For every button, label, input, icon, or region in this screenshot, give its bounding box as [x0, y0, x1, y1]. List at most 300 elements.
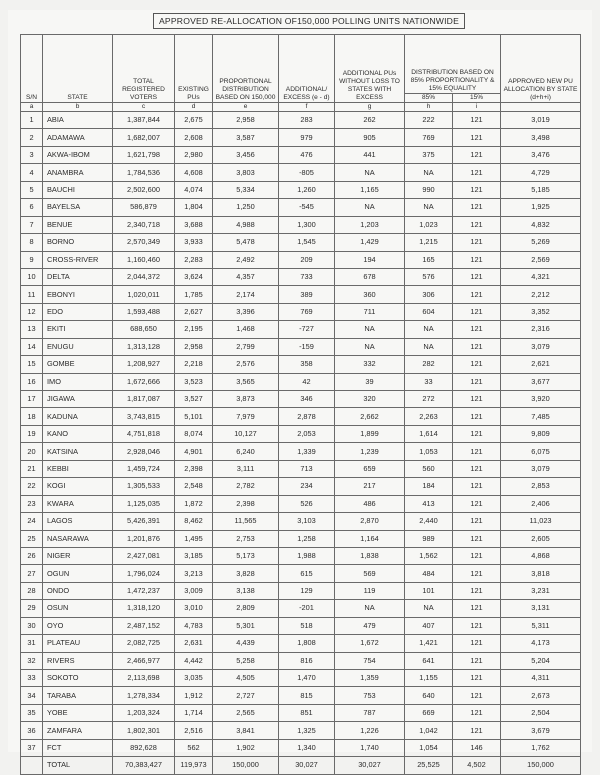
table-cell: 121: [453, 704, 501, 721]
table-cell: 3,079: [501, 338, 581, 355]
table-cell: 851: [279, 704, 335, 721]
table-cell: 121: [453, 478, 501, 495]
table-cell: 6,075: [501, 443, 581, 460]
table-cell: IMO: [43, 373, 113, 390]
table-cell: -159: [279, 338, 335, 355]
table-cell: 3,231: [501, 582, 581, 599]
table-cell: 31: [21, 635, 43, 652]
table-cell: 3,079: [501, 460, 581, 477]
table-cell: 3,138: [213, 582, 279, 599]
table-cell: DELTA: [43, 268, 113, 285]
table-cell: 3,131: [501, 600, 581, 617]
table-cell: 1,165: [335, 181, 405, 198]
table-cell: 753: [335, 687, 405, 704]
table-cell: 1,672: [335, 635, 405, 652]
table-cell: 3,841: [213, 722, 279, 739]
table-cell: 11,023: [501, 513, 581, 530]
table-cell: 4,751,818: [113, 425, 175, 442]
table-cell: 3,527: [175, 391, 213, 408]
table-cell: 2,053: [279, 425, 335, 442]
table-cell: 2,398: [175, 460, 213, 477]
table-row: [21, 112, 581, 129]
table-cell: 26: [21, 547, 43, 564]
table-row: [21, 530, 581, 547]
table-cell: 21: [21, 460, 43, 477]
table-cell: 769: [279, 303, 335, 320]
table-cell: 1,155: [405, 670, 453, 687]
table-cell: 2,675: [175, 112, 213, 129]
table-cell: 20: [21, 443, 43, 460]
table-cell: 669: [405, 704, 453, 721]
table-cell: 3,679: [501, 722, 581, 739]
table-cell: 1,042: [405, 722, 453, 739]
table-cell: 4,173: [501, 635, 581, 652]
table-cell: OSUN: [43, 600, 113, 617]
table-cell: 1,429: [335, 234, 405, 251]
table-cell: 5,185: [501, 181, 581, 198]
table-cell: 754: [335, 652, 405, 669]
table-cell: 1,470: [279, 670, 335, 687]
table-cell: 3,103: [279, 513, 335, 530]
document-title: APPROVED RE-ALLOCATION OF150,000 POLLING UNITS NATIONWIDE: [153, 13, 465, 29]
table-cell: 3,920: [501, 391, 581, 408]
table-row: [21, 547, 581, 564]
table-cell: 10: [21, 268, 43, 285]
table-cell: SOKOTO: [43, 670, 113, 687]
table-cell: 121: [453, 251, 501, 268]
table-cell: 5,101: [175, 408, 213, 425]
total-row: [21, 757, 581, 774]
table-cell: 19: [21, 425, 43, 442]
table-row: [21, 146, 581, 163]
table-row: [21, 164, 581, 181]
table-cell: 39: [335, 373, 405, 390]
table-cell: 2,569: [501, 251, 581, 268]
table-cell: 121: [453, 565, 501, 582]
table-cell: 1,203,324: [113, 704, 175, 721]
table-cell: 8,074: [175, 425, 213, 442]
table-cell: 2,082,725: [113, 635, 175, 652]
table-cell: LAGOS: [43, 513, 113, 530]
table-cell: 121: [453, 443, 501, 460]
table-cell: 2,283: [175, 251, 213, 268]
table-cell: 3,677: [501, 373, 581, 390]
table-cell: 3,185: [175, 547, 213, 564]
table-cell: KADUNA: [43, 408, 113, 425]
table-cell: 586,879: [113, 199, 175, 216]
table-cell: 1,912: [175, 687, 213, 704]
table-cell: ENUGU: [43, 338, 113, 355]
table-cell: 1,802,301: [113, 722, 175, 739]
table-cell: 33: [21, 670, 43, 687]
total-cell: 150,000: [213, 757, 279, 774]
table-row: [21, 635, 581, 652]
table-cell: 121: [453, 164, 501, 181]
table-cell: 2,576: [213, 356, 279, 373]
header-additional-excess: ADDITIONAL/ EXCESS (e - d): [279, 35, 335, 103]
table-cell: 306: [405, 286, 453, 303]
total-cell: 30,027: [279, 757, 335, 774]
table-cell: 6,240: [213, 443, 279, 460]
table-cell: 769: [405, 129, 453, 146]
table-cell: 484: [405, 565, 453, 582]
total-cell: 119,973: [175, 757, 213, 774]
table-cell: 121: [453, 303, 501, 320]
table-cell: 15: [21, 356, 43, 373]
table-cell: 2,958: [213, 112, 279, 129]
table-cell: 283: [279, 112, 335, 129]
table-cell: BENUE: [43, 216, 113, 233]
table-row: [21, 495, 581, 512]
table-cell: 1,459,724: [113, 460, 175, 477]
table-cell: 2,782: [213, 478, 279, 495]
table-cell: -545: [279, 199, 335, 216]
table-cell: 320: [335, 391, 405, 408]
table-cell: 2,212: [501, 286, 581, 303]
table-cell: 2,631: [175, 635, 213, 652]
header-proportional-distribution: PROPORTIONAL DISTRIBUTION BASED ON 150,000: [213, 35, 279, 103]
table-cell: 1,838: [335, 547, 405, 564]
table-cell: NA: [405, 199, 453, 216]
table-cell: 2,487,152: [113, 617, 175, 634]
table-cell: 1,784,536: [113, 164, 175, 181]
table-cell: 37: [21, 739, 43, 756]
table-cell: 209: [279, 251, 335, 268]
table-cell: 479: [335, 617, 405, 634]
letter-g: g: [335, 103, 405, 112]
table-row: [21, 356, 581, 373]
table-cell: 2,263: [405, 408, 453, 425]
table-cell: 1,305,533: [113, 478, 175, 495]
table-cell: 5: [21, 181, 43, 198]
table-cell: 2,570,349: [113, 234, 175, 251]
table-cell: 121: [453, 513, 501, 530]
table-cell: 905: [335, 129, 405, 146]
table-row: [21, 408, 581, 425]
table-row: [21, 460, 581, 477]
table-cell: KWARA: [43, 495, 113, 512]
table-cell: 2: [21, 129, 43, 146]
table-cell: 1,808: [279, 635, 335, 652]
table-cell: 5,258: [213, 652, 279, 669]
table-cell: 4,783: [175, 617, 213, 634]
header-existing-pus: EXISTING PUs: [175, 35, 213, 103]
table-cell: 3,456: [213, 146, 279, 163]
table-cell: 407: [405, 617, 453, 634]
table-cell: 121: [453, 112, 501, 129]
table-cell: 121: [453, 600, 501, 617]
table-cell: 4,439: [213, 635, 279, 652]
table-cell: 604: [405, 303, 453, 320]
table-cell: 3,019: [501, 112, 581, 129]
table-cell: 5,478: [213, 234, 279, 251]
table-cell: 1,053: [405, 443, 453, 460]
letter-b: b: [43, 103, 113, 112]
table-row: [21, 425, 581, 442]
table-cell: OYO: [43, 617, 113, 634]
table-cell: 42: [279, 373, 335, 390]
table-cell: BAYELSA: [43, 199, 113, 216]
table-cell: 121: [453, 722, 501, 739]
table-row: [21, 199, 581, 216]
table-cell: 3,352: [501, 303, 581, 320]
letter-h: h: [405, 103, 453, 112]
table-cell: 3,498: [501, 129, 581, 146]
table-cell: 2,565: [213, 704, 279, 721]
table-cell: NA: [405, 338, 453, 355]
table-cell: KANO: [43, 425, 113, 442]
table-cell: NA: [405, 164, 453, 181]
table-cell: 3,010: [175, 600, 213, 617]
table-cell: 4,442: [175, 652, 213, 669]
table-cell: TARABA: [43, 687, 113, 704]
table-cell: 1,023: [405, 216, 453, 233]
table-cell: 476: [279, 146, 335, 163]
table-row: [21, 303, 581, 320]
table-row: [21, 600, 581, 617]
table-cell: 641: [405, 652, 453, 669]
table-cell: -201: [279, 600, 335, 617]
table-cell: 1,902: [213, 739, 279, 756]
table-cell: 262: [335, 112, 405, 129]
table-cell: FCT: [43, 739, 113, 756]
table-body: [21, 112, 581, 775]
table-row: [21, 652, 581, 669]
table-cell: 1,421: [405, 635, 453, 652]
table-cell: 121: [453, 129, 501, 146]
letter-c: c: [113, 103, 175, 112]
table-cell: 2,605: [501, 530, 581, 547]
table-cell: 2,673: [501, 687, 581, 704]
table-cell: 2,492: [213, 251, 279, 268]
header-state: STATE: [43, 35, 113, 103]
table-cell: 5,269: [501, 234, 581, 251]
table-cell: EKITI: [43, 321, 113, 338]
table-cell: 9,809: [501, 425, 581, 442]
table-cell: 979: [279, 129, 335, 146]
table-cell: 27: [21, 565, 43, 582]
table-cell: 1,621,798: [113, 146, 175, 163]
table-cell: 16: [21, 373, 43, 390]
table-cell: 4,901: [175, 443, 213, 460]
table-cell: 2,516: [175, 722, 213, 739]
table-cell: 2,174: [213, 286, 279, 303]
table-cell: 3,803: [213, 164, 279, 181]
table-cell: 1,300: [279, 216, 335, 233]
table-cell: 1,614: [405, 425, 453, 442]
table-cell: 121: [453, 547, 501, 564]
table-cell: 3,688: [175, 216, 213, 233]
table-cell: 4,868: [501, 547, 581, 564]
table-row: [21, 687, 581, 704]
table-cell: 5,301: [213, 617, 279, 634]
table-cell: 101: [405, 582, 453, 599]
table-cell: 678: [335, 268, 405, 285]
table-cell: 2,502,600: [113, 181, 175, 198]
table-cell: 688,650: [113, 321, 175, 338]
table-cell: 121: [453, 460, 501, 477]
table-cell: 2,958: [175, 338, 213, 355]
table-cell: 5,173: [213, 547, 279, 564]
table-cell: 990: [405, 181, 453, 198]
table-cell: 1,740: [335, 739, 405, 756]
table-cell: 1,339: [279, 443, 335, 460]
table-cell: GOMBE: [43, 356, 113, 373]
table-cell: 1,325: [279, 722, 335, 739]
table-cell: 1,208,927: [113, 356, 175, 373]
table-cell: 121: [453, 338, 501, 355]
table-cell: 413: [405, 495, 453, 512]
table-row: [21, 338, 581, 355]
table-cell: 33: [405, 373, 453, 390]
table-cell: 4: [21, 164, 43, 181]
table-cell: 5,334: [213, 181, 279, 198]
total-cell: 150,000: [501, 757, 581, 774]
table-cell: NA: [405, 600, 453, 617]
table-cell: 121: [453, 356, 501, 373]
header-letter-row: [21, 103, 581, 112]
table-cell: 5,204: [501, 652, 581, 669]
table-cell: 3,587: [213, 129, 279, 146]
table-cell: 3,743,815: [113, 408, 175, 425]
header-85-percent: 85%: [405, 94, 453, 103]
table-cell: 1,562: [405, 547, 453, 564]
table-cell: 1,340: [279, 739, 335, 756]
table-cell: 4,074: [175, 181, 213, 198]
table-cell: KOGI: [43, 478, 113, 495]
table-cell: 3,828: [213, 565, 279, 582]
table-cell: 32: [21, 652, 43, 669]
table-cell: 1,545: [279, 234, 335, 251]
table-cell: 3,111: [213, 460, 279, 477]
table-cell: 119: [335, 582, 405, 599]
table-cell: 892,628: [113, 739, 175, 756]
total-cell: TOTAL: [43, 757, 113, 774]
table-cell: 4,321: [501, 268, 581, 285]
table-cell: 1,278,334: [113, 687, 175, 704]
table-cell: 2,440: [405, 513, 453, 530]
table-cell: 2,727: [213, 687, 279, 704]
table-cell: 1,318,120: [113, 600, 175, 617]
table-cell: 1,226: [335, 722, 405, 739]
table-cell: 1,714: [175, 704, 213, 721]
table-row: [21, 739, 581, 756]
table-row: [21, 513, 581, 530]
table-cell: 441: [335, 146, 405, 163]
table-cell: 1,054: [405, 739, 453, 756]
table-cell: 1,472,237: [113, 582, 175, 599]
table-cell: 7: [21, 216, 43, 233]
table-cell: -805: [279, 164, 335, 181]
total-cell: [21, 757, 43, 774]
table-cell: 1,260: [279, 181, 335, 198]
table-cell: 10,127: [213, 425, 279, 442]
table-cell: 1,020,011: [113, 286, 175, 303]
table-cell: 2,621: [501, 356, 581, 373]
table-cell: 121: [453, 408, 501, 425]
table-cell: 1,313,128: [113, 338, 175, 355]
table-cell: 121: [453, 582, 501, 599]
table-cell: 11,565: [213, 513, 279, 530]
table-cell: CROSS-RIVER: [43, 251, 113, 268]
table-cell: 1,804: [175, 199, 213, 216]
table-cell: PLATEAU: [43, 635, 113, 652]
table-cell: 30: [21, 617, 43, 634]
table-cell: 14: [21, 338, 43, 355]
table-cell: 2,113,698: [113, 670, 175, 687]
table-cell: EDO: [43, 303, 113, 320]
table-cell: NA: [335, 164, 405, 181]
table-cell: 2,799: [213, 338, 279, 355]
table-cell: NA: [335, 338, 405, 355]
table-cell: ABIA: [43, 112, 113, 129]
table-cell: 3,873: [213, 391, 279, 408]
letter-i: i: [453, 103, 501, 112]
table-row: [21, 722, 581, 739]
table-cell: 29: [21, 600, 43, 617]
table-cell: 989: [405, 530, 453, 547]
table-cell: 121: [453, 617, 501, 634]
table-cell: JIGAWA: [43, 391, 113, 408]
table-cell: 332: [335, 356, 405, 373]
table-cell: 2,548: [175, 478, 213, 495]
table-cell: 615: [279, 565, 335, 582]
table-cell: 8,462: [175, 513, 213, 530]
table-cell: 518: [279, 617, 335, 634]
table-cell: 815: [279, 687, 335, 704]
table-cell: 1,593,488: [113, 303, 175, 320]
table-cell: 23: [21, 495, 43, 512]
table-cell: 733: [279, 268, 335, 285]
table-row: [21, 216, 581, 233]
table-row: [21, 268, 581, 285]
table-row: [21, 704, 581, 721]
table-cell: YOBE: [43, 704, 113, 721]
table-cell: 222: [405, 112, 453, 129]
table-cell: 5,426,391: [113, 513, 175, 530]
table-cell: 4,311: [501, 670, 581, 687]
table-cell: 486: [335, 495, 405, 512]
table-cell: 5,311: [501, 617, 581, 634]
table-cell: NA: [335, 199, 405, 216]
table-cell: 2,853: [501, 478, 581, 495]
table-cell: 2,870: [335, 513, 405, 530]
table-cell: AKWA-IBOM: [43, 146, 113, 163]
table-cell: KATSINA: [43, 443, 113, 460]
table-cell: 1,762: [501, 739, 581, 756]
table-cell: 13: [21, 321, 43, 338]
table-cell: OGUN: [43, 565, 113, 582]
table-cell: 272: [405, 391, 453, 408]
table-cell: 217: [335, 478, 405, 495]
table-row: [21, 234, 581, 251]
table-cell: 194: [335, 251, 405, 268]
table-row: [21, 617, 581, 634]
table-cell: NIGER: [43, 547, 113, 564]
table-cell: 3,476: [501, 146, 581, 163]
table-cell: 1,468: [213, 321, 279, 338]
table-cell: KEBBI: [43, 460, 113, 477]
table-cell: 3,624: [175, 268, 213, 285]
table-cell: 35: [21, 704, 43, 721]
letter-f: f: [279, 103, 335, 112]
table-cell: 4,608: [175, 164, 213, 181]
table-cell: 2,427,081: [113, 547, 175, 564]
table-cell: 2,662: [335, 408, 405, 425]
table-cell: 2,928,046: [113, 443, 175, 460]
table-row: [21, 181, 581, 198]
table-cell: 121: [453, 425, 501, 442]
